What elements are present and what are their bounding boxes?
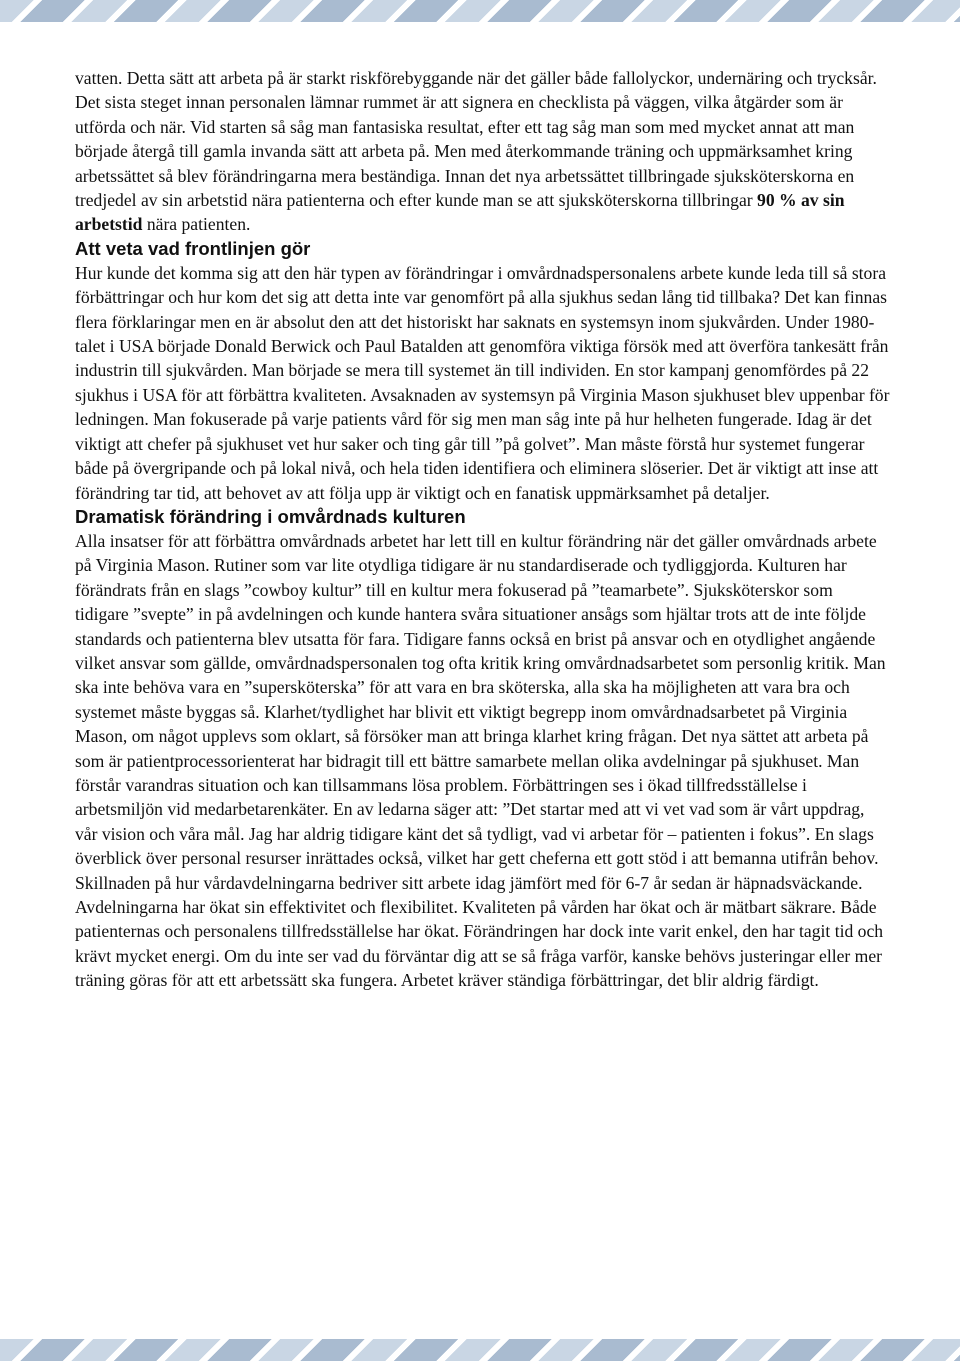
section-text-culture: Alla insatser för att förbättra omvårdnads arbetet har lett till en kultur förändring när det gäller omvårdnads arbete på Virginia Mason. Rutiner som var lite otydliga tidigare är nu standardiserade och tydliggjorda. Kulturen har förändrats från en slags ”cowboy kultur” till en kultur mera fokuserad på ”teamarbete”. Sjuksköterskor som tidigare ”svepte” in på avdelningen och kunde hantera svåra situationer ansågs som hjältar trots att de inte följde standards och patienterna blev utsatta för fara. Tidigare fanns också en brist på ansvar och en otydlighet angående vilket ansvar som gällde, omvårdnadspersonalen tog ofta kritik kring omvårdnadsarbetet som personlig kritik. Man ska inte behöva vara en ”supersköterska” för att vara en bra sköterska, alla ska ha möjligheten att vara bra och systemet måste byggas så. Klarhet/tydlighet har blivit ett viktigt begrepp inom omvårdnadsarbetet på Virginia Mason, om något upplevs som oklart, så försöker man att bringa klarhet kring frågan. Det nya sättet att arbeta på som är patientprocessorienterat har bidragit till ett bättre samarbete mellan olika avdelningar på sjukhuset. Man förstår varandras situation och kan tillsammans lösa problem. Förbättringen ses i ökad tillfredsställelse i arbetsmiljön vid medarbetarenkäter. En av ledarna säger att: ”Det startar med att vi vet vad som är vårt uppdrag, vår vision och våra mål. Jag har aldrig tidigare känt det så tydligt, vad vi arbetar för – patienten i fokus”. En slags överblick över personal resurser inrättades också, vilket har gett cheferna ett gott stöd i att bemanna utifrån behov. Skillnaden på hur vårdavdelningarna bedriver sitt arbete idag jämfört med för 6-7 år sedan är häpnadsväckande. Avdelningarna har ökat sin effektivitet och flexibilitet. Kvaliteten på vården har ökat och är mätbart säkrare. Både patienternas och personalens tillfredsställelse har ökat. Förändringen har dock inte varit enkel, den har tagit tid och krävt mycket energi. Om du inte ser vad du förväntar dig att se så fråga varför, kanske behövs justeringar eller mer träning göras för att ett arbetssätt ska fungera. Arbetet kräver ständiga förbättringar, det blir aldrig färdigt.: [75, 530, 886, 991]
section-heading-culture: Dramatisk förändring i omvårdnads kulturen: [75, 505, 466, 527]
paragraph-intro-end: nära patienten.: [142, 214, 251, 235]
paragraph-intro: [75, 66, 890, 237]
paragraph-intro-text: vatten. Detta sätt att arbeta på är starkt riskförebyggande när det gäller både fallolyckor, undernäring och trycksår. Det sista steget innan personalen lämnar rummet är att signera en checklista på väggen, vilka åtgärder som är utförda och när. Vid starten så såg man fantasiska resultat, efter ett tag såg man som med mycket annat att man började återgå till gamla invanda sätt att arbeta på. Men med återkommande träning och uppmärksamhet kring arbetssättet så blev förändringarna mera beständiga. Innan det nya arbetssättet tillbringade sjuksköterskorna en tredjedel av sin arbetstid nära patienterna och efter kunde man se att sjuksköterskorna tillbringar: [75, 68, 877, 211]
document-body: [75, 66, 890, 993]
section-heading-frontline: Att veta vad frontlinjen gör: [75, 237, 311, 259]
highlight-statistic: 90 % av sin arbetstid: [75, 190, 845, 235]
footer-decorative-band: [0, 1339, 960, 1361]
section-text-frontline: Hur kunde det komma sig att den här typen av förändringar i omvårdnadspersonalens arbete kunde leda till så stora förbättringar och hur kom det sig att detta inte var genomfört på alla sjukhus sedan lång tid tillbaka? Det kan finnas flera förklaringar men en är absolut den att det historiskt har saknats en systemsyn inom sjukvården. Under 1980-talet i USA började Donald Berwick och Paul Batalden att genomföra viktiga försök med att överföra tankesätt från industrin till sjukvården. Man började se mera till systemet än till individen. En stor kampanj genomfördes på 22 sjukhus i USA för att förbättra kvaliteten. Avsaknaden av systemsyn på Virginia Mason sjukhuset blev uppenbar för ledningen. Man fokuserade på varje patients vård för sig men man såg inte på hur helheten fungerade. Idag är det viktigt att chefer på sjukhuset vet hur saker och ting går till ”på golvet”. Man måste förstå hur systemet fungerar både på övergripande och på lokal nivå, och hela tiden identifiera och eliminera slöserier. Det är viktigt att inse att förändring tar tid, att behovet av att följa upp är viktigt och en fanatisk uppmärksamhet på detaljer.: [75, 262, 890, 503]
header-decorative-band: [0, 0, 960, 22]
